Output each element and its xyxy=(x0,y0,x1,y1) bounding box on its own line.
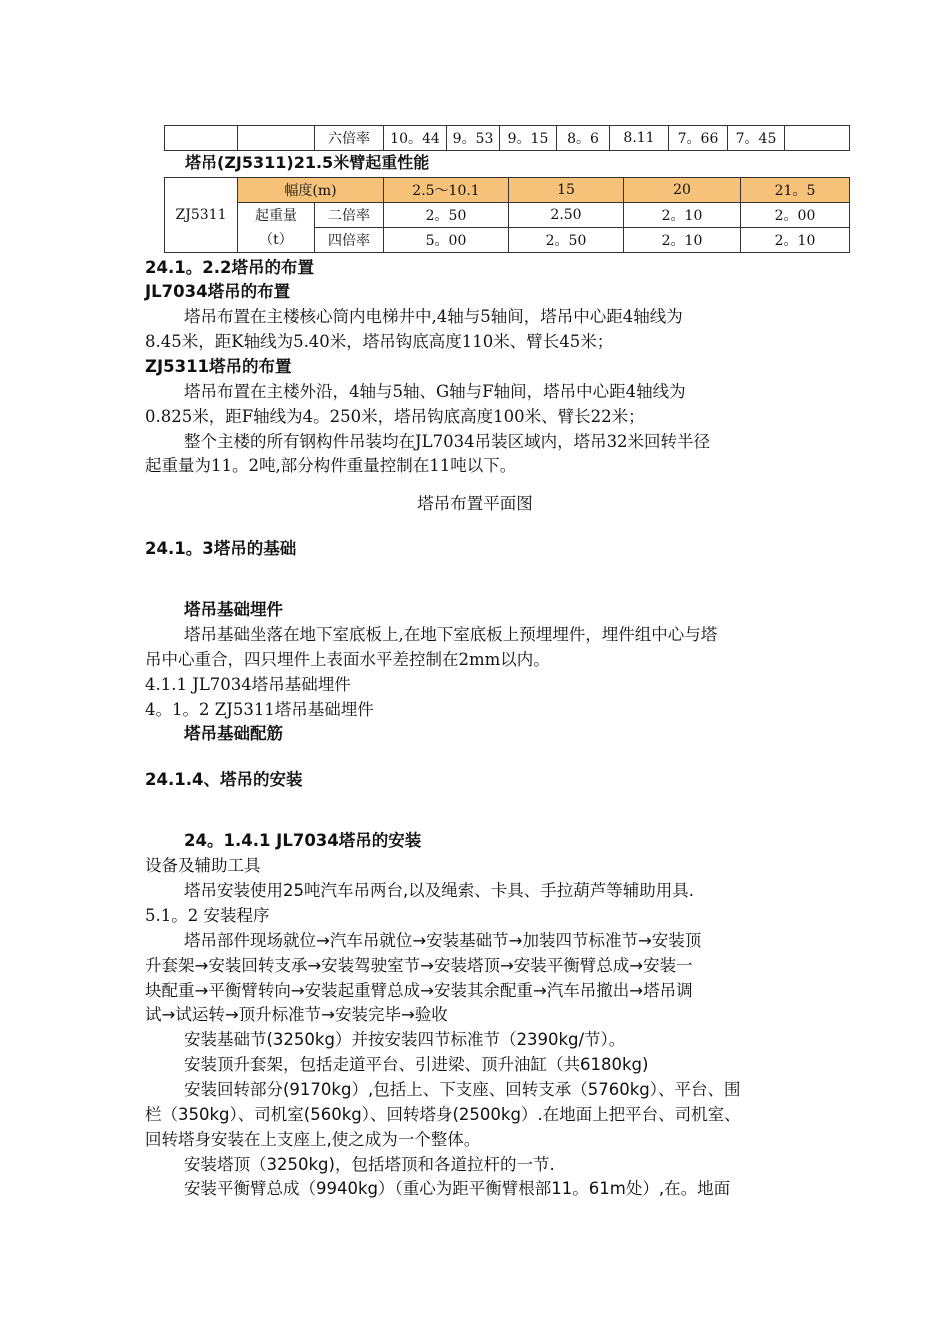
table-cell: 2。10 xyxy=(624,203,741,228)
paragraph-line: 安装平衡臂总成（9940kg）（重心为距平衡臂根部11。61m处）,在。地面 xyxy=(184,1179,731,1198)
paragraph-line: 整个主楼的所有钢构件吊装均在JL7034吊装区域内，塔吊32米回转半径 xyxy=(184,432,711,451)
table-cell: 2.50 xyxy=(509,203,624,228)
table-caption: 塔吊(ZJ5311)21.5米臂起重性能 xyxy=(185,153,430,172)
table-cell: 2。10 xyxy=(624,228,741,253)
table-row xyxy=(165,203,850,228)
table-cell xyxy=(785,126,850,151)
table-cell: 2。50 xyxy=(384,203,509,228)
table-cell: 7。45 xyxy=(728,126,785,151)
table-cell: 二倍率 xyxy=(315,203,384,228)
paragraph-line: 塔吊布置在主楼外沿，4轴与5轴、G轴与F轴间，塔吊中心距4轴线为 xyxy=(184,382,686,401)
load-label: 起重量 xyxy=(255,207,297,224)
list-item: 5.1。2 安装程序 xyxy=(145,906,270,925)
table-row xyxy=(165,178,850,203)
paragraph-line: 设备及辅助工具 xyxy=(145,856,261,875)
table-cell: 六倍率 xyxy=(315,126,384,151)
section-heading: 24.1。2.2塔吊的布置 xyxy=(145,258,314,277)
paragraph-line: 起重量为11。2吨,部分构件重量控制在11吨以下。 xyxy=(145,456,517,475)
table-cell: 7。66 xyxy=(669,126,728,151)
figure-caption: 塔吊布置平面图 xyxy=(417,494,533,513)
table-cell: 5。00 xyxy=(384,228,509,253)
paragraph-line: 吊中心重合，四只埋件上表面水平差控制在2mm以内。 xyxy=(145,650,550,669)
table-cell xyxy=(238,126,315,151)
table-cell: 10。44 xyxy=(384,126,447,151)
table-cell: 9。53 xyxy=(447,126,500,151)
table-row xyxy=(165,126,850,151)
paragraph-line: 8.45米，距K轴线为5.40米，塔吊钩底高度110米、臂长45米； xyxy=(145,332,614,351)
table-cell: 8。6 xyxy=(557,126,610,151)
paragraph-line: 塔吊基础坐落在地下室底板上,在地下室底板上预埋埋件，埋件组中心与塔 xyxy=(184,625,718,644)
zj5311-load-table xyxy=(164,177,850,253)
subheading: 塔吊基础埋件 xyxy=(184,600,283,619)
table-cell: 8.11 xyxy=(610,126,669,151)
header-cell: 15 xyxy=(509,178,624,203)
header-cell: 20 xyxy=(624,178,741,203)
subheading: 塔吊基础配筋 xyxy=(184,724,283,743)
paragraph-line: 塔吊部件现场就位→汽车吊就位→安装基础节→加装四节标准节→安装顶 xyxy=(184,931,702,950)
paragraph-line: 栏（350kg）、司机室(560kg）、回转塔身(2500kg）.在地面上把平台、司机室、 xyxy=(145,1105,741,1124)
paragraph-line: 塔吊安装使用25吨汽车吊两台,以及绳索、卡具、手拉葫芦等辅助用具. xyxy=(184,881,694,900)
table-cell: 2。50 xyxy=(509,228,624,253)
model-cell: ZJ5311 xyxy=(165,178,238,253)
subheading: JL7034塔吊的布置 xyxy=(145,282,291,301)
table-cell: 9。15 xyxy=(500,126,557,151)
paragraph-line: 安装回转部分(9170kg）,包括上、下支座、回转支承（5760kg）、平台、围 xyxy=(184,1080,741,1099)
table-cell: 2。00 xyxy=(741,203,850,228)
paragraph-line: 升套架→安装回转支承→安装驾驶室节→安装塔顶→安装平衡臂总成→安装一 xyxy=(145,956,693,975)
table-cell: 四倍率 xyxy=(315,228,384,253)
load-label-cell xyxy=(238,203,315,253)
subheading: ZJ5311塔吊的布置 xyxy=(145,357,292,376)
paragraph-line: 回转塔身安装在上支座上,使之成为一个整体。 xyxy=(145,1130,481,1149)
paragraph-line: 0.825米，距F轴线为4。250米，塔吊钩底高度100米、臂长22米； xyxy=(145,407,645,426)
paragraph-line: 安装基础节(3250kg）并按安装四节标准节（2390kg/节）。 xyxy=(184,1030,626,1049)
header-cell: 21。5 xyxy=(741,178,850,203)
load-table-continued xyxy=(164,125,850,151)
paragraph-line: 块配重→平衡臂转向→安装起重臂总成→安装其余配重→汽车吊撤出→塔吊调 xyxy=(145,981,693,1000)
load-unit: （t） xyxy=(259,231,293,248)
list-item: 4。1。2 ZJ5311塔吊基础埋件 xyxy=(145,700,374,719)
header-cell: 幅度(m) xyxy=(238,178,384,203)
header-cell: 2.5～10.1 xyxy=(384,178,509,203)
table-cell xyxy=(165,126,238,151)
section-heading: 24.1.4、塔吊的安装 xyxy=(145,770,303,789)
paragraph-line: 试→试运转→顶升标准节→安装完毕→验收 xyxy=(145,1005,448,1024)
list-item: 4.1.1 JL7034塔吊基础埋件 xyxy=(145,675,351,694)
paragraph-line: 塔吊布置在主楼核心筒内电梯井中,4轴与5轴间，塔吊中心距4轴线为 xyxy=(184,307,683,326)
paragraph-line: 安装顶升套架，包括走道平台、引进梁、顶升油缸（共6180kg) xyxy=(184,1055,649,1074)
section-heading: 24.1。3塔吊的基础 xyxy=(145,539,297,558)
paragraph-line: 安装塔顶（3250kg)，包括塔顶和各道拉杆的一节. xyxy=(184,1155,555,1174)
subheading: 24。1.4.1 JL7034塔吊的安装 xyxy=(184,831,422,850)
table-cell: 2。10 xyxy=(741,228,850,253)
